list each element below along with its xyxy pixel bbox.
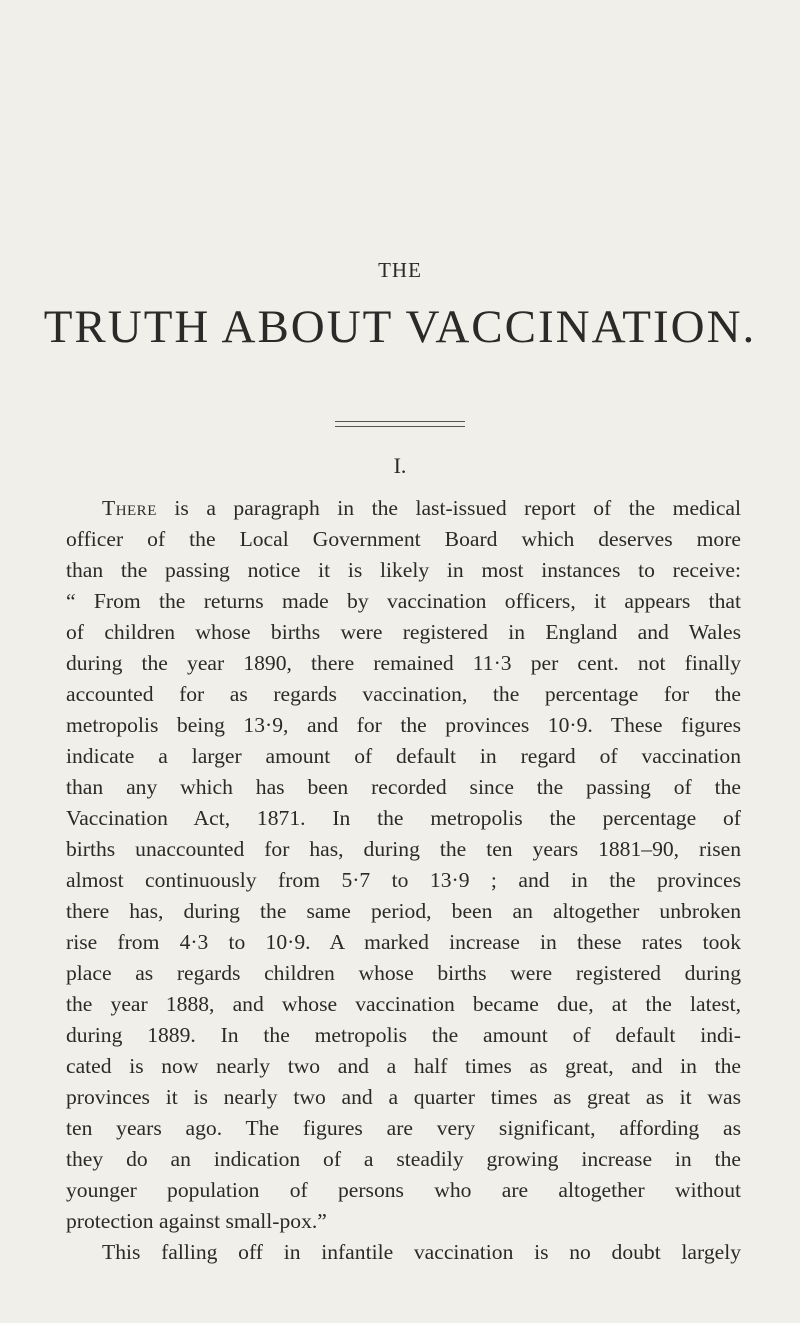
body-line-18: cated is now nearly two and a half times as great, and in the bbox=[66, 1054, 741, 1078]
body-line-7: metropolis being 13·9, and for the provinces 10·9. These figures bbox=[66, 713, 741, 737]
body-line-14: rise from 4·3 to 10·9. A marked increase in these rates took bbox=[66, 930, 741, 954]
body-line-2: than the passing notice it is likely in most instances to receive: bbox=[66, 558, 741, 582]
body-line-8: indicate a larger amount of default in regard of vaccination bbox=[66, 744, 741, 768]
body-line-10: Vaccination Act, 1871. In the metropolis the percentage of bbox=[66, 806, 741, 830]
section-number: I. bbox=[393, 453, 407, 478]
body-line-0 bbox=[102, 494, 741, 522]
body-line-5: during the year 1890, there remained 11·3 per cent. not finally bbox=[66, 651, 741, 675]
body-line-4: of children whose births were registered in England and Wales bbox=[66, 620, 741, 644]
body-line-20: ten years ago. The figures are very significant, affording as bbox=[66, 1116, 741, 1140]
kicker-text: THE bbox=[378, 258, 422, 282]
document-title: TRUTH ABOUT VACCINATION. bbox=[43, 301, 757, 353]
line-text: is a paragraph in the last-issued report of the medical bbox=[174, 496, 741, 520]
body-line-19: provinces it is nearly two and a quarter times as great as it was bbox=[66, 1085, 741, 1109]
body-line-23: protection against small-pox.” bbox=[66, 1209, 327, 1233]
body-line-24: This falling off in infantile vaccination is no doubt largely bbox=[102, 1240, 741, 1264]
body-line-17: during 1889. In the metropolis the amount of default indi- bbox=[66, 1023, 741, 1047]
body-line-21: they do an indication of a steadily growing increase in the bbox=[66, 1147, 741, 1171]
body-line-16: the year 1888, and whose vaccination became due, at the latest, bbox=[66, 992, 741, 1016]
title-rule-top bbox=[335, 421, 465, 422]
body-line-1: officer of the Local Government Board which deserves more bbox=[66, 527, 741, 551]
lead-word: There bbox=[102, 496, 157, 520]
body-line-11: births unaccounted for has, during the ten years 1881–90, risen bbox=[66, 837, 741, 861]
body-line-6: accounted for as regards vaccination, the percentage for the bbox=[66, 682, 741, 706]
body-line-15: place as regards children whose births were registered during bbox=[66, 961, 741, 985]
body-line-13: there has, during the same period, been an altogether unbroken bbox=[66, 899, 741, 923]
body-line-3: “ From the returns made by vaccination officers, it appears that bbox=[66, 589, 741, 613]
body-line-22: younger population of persons who are altogether without bbox=[66, 1178, 741, 1202]
body-line-12: almost continuously from 5·7 to 13·9 ; and in the provinces bbox=[66, 868, 741, 892]
body-line-9: than any which has been recorded since the passing of the bbox=[66, 775, 741, 799]
title-rule-bottom bbox=[335, 426, 465, 427]
